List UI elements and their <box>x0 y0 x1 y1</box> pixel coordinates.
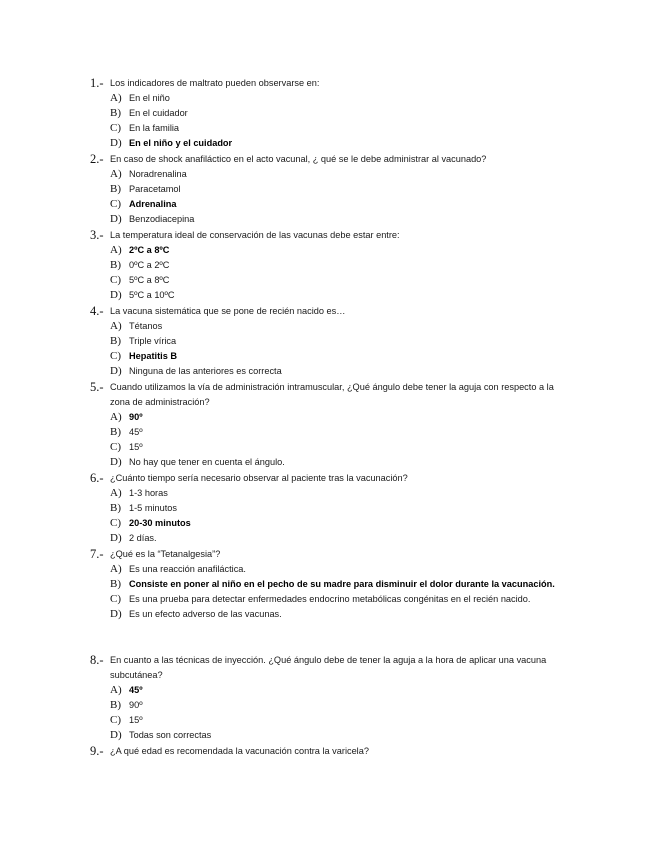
answer-option <box>110 288 570 303</box>
question-number: 3.- <box>90 228 104 242</box>
option-letter: A) <box>110 92 122 104</box>
correct-answer-text: Hepatitis B <box>129 351 177 361</box>
option-letter: D) <box>110 608 122 620</box>
option-text: Paracetamol <box>129 184 181 194</box>
option-letter: B) <box>110 107 121 119</box>
question-4 <box>90 304 570 379</box>
option-letter: A) <box>110 320 122 332</box>
question-number: 9.- <box>90 744 104 758</box>
question-header <box>90 380 570 410</box>
option-letter: C) <box>110 441 121 453</box>
option-letter: D) <box>110 456 122 468</box>
answer-option <box>110 334 570 349</box>
question-text: ¿Qué es la “Tetanalgesia”? <box>110 549 221 559</box>
option-text: 15º <box>129 715 143 725</box>
option-text: 1-3 horas <box>129 488 168 498</box>
option-letter: A) <box>110 244 122 256</box>
answer-option <box>110 258 570 273</box>
option-text: En el cuidador <box>129 108 188 118</box>
option-letter: A) <box>110 411 122 423</box>
answer-option <box>110 577 570 592</box>
question-header <box>90 152 570 167</box>
option-letter: A) <box>110 684 122 696</box>
option-letter: B) <box>110 183 121 195</box>
question-header <box>90 471 570 486</box>
question-number: 2.- <box>90 152 104 166</box>
option-text: Ninguna de las anteriores es correcta <box>129 366 282 376</box>
answer-option <box>110 425 570 440</box>
answer-option <box>110 121 570 136</box>
option-text: 1-5 minutos <box>129 503 178 513</box>
option-text: Tétanos <box>129 321 163 331</box>
option-letter: D) <box>110 213 122 225</box>
answer-option <box>110 607 570 622</box>
correct-answer-text: Adrenalina <box>129 199 177 209</box>
question-number: 1.- <box>90 76 104 90</box>
option-text: No hay que tener en cuenta el ángulo. <box>129 457 285 467</box>
option-letter: C) <box>110 714 121 726</box>
correct-answer-text: 90º <box>129 412 143 422</box>
question-text: La temperatura ideal de conservación de las vacunas debe estar entre: <box>110 230 400 240</box>
answer-option <box>110 562 570 577</box>
answer-option <box>110 182 570 197</box>
option-letter: C) <box>110 274 121 286</box>
answer-option <box>110 319 570 334</box>
option-text: Triple vírica <box>129 336 177 346</box>
option-text: En la familia <box>129 123 180 133</box>
answer-option <box>110 440 570 455</box>
option-letter: B) <box>110 335 121 347</box>
option-text: 90º <box>129 700 143 710</box>
answer-option <box>110 683 570 698</box>
option-text: 45º <box>129 427 143 437</box>
answer-option <box>110 243 570 258</box>
question-9 <box>90 744 570 759</box>
question-text: ¿A qué edad es recomendada la vacunación contra la varicela? <box>110 746 369 756</box>
question-text: Cuando utilizamos la vía de administración intramuscular, ¿Qué ángulo debe tener la aguja con respecto a la zona de administración? <box>110 382 554 407</box>
option-letter: B) <box>110 502 121 514</box>
option-letter: D) <box>110 532 122 544</box>
question-text: Los indicadores de maltrato pueden observarse en: <box>110 78 320 88</box>
option-letter: C) <box>110 122 121 134</box>
question-5 <box>90 380 570 470</box>
option-text: 5ºC a 10ºC <box>129 290 175 300</box>
option-letter: A) <box>110 487 122 499</box>
answer-option <box>110 486 570 501</box>
option-letter: C) <box>110 350 121 362</box>
answer-option <box>110 349 570 364</box>
answer-option <box>110 167 570 182</box>
question-header <box>90 76 570 91</box>
answer-option <box>110 728 570 743</box>
question-header <box>90 228 570 243</box>
option-text: Todas son correctas <box>129 730 212 740</box>
option-letter: A) <box>110 563 122 575</box>
answer-option <box>110 136 570 151</box>
option-text: Es un efecto adverso de las vacunas. <box>129 609 282 619</box>
correct-answer-text: 45º <box>129 685 143 695</box>
option-text: 0ºC a 2ºC <box>129 260 170 270</box>
answer-option <box>110 106 570 121</box>
correct-answer-text: 20-30 minutos <box>129 518 191 528</box>
option-text: 2 días. <box>129 533 157 543</box>
question-number: 8.- <box>90 653 104 667</box>
answer-option <box>110 531 570 546</box>
question-number: 6.- <box>90 471 104 485</box>
question-header <box>90 304 570 319</box>
correct-answer-text: En el niño y el cuidador <box>129 138 233 148</box>
answer-option <box>110 91 570 106</box>
option-letter: C) <box>110 593 121 605</box>
option-letter: C) <box>110 198 121 210</box>
option-letter: D) <box>110 137 122 149</box>
question-header <box>90 547 570 562</box>
question-8 <box>90 653 570 743</box>
option-text: En el niño <box>129 93 170 103</box>
option-letter: D) <box>110 729 122 741</box>
answer-option <box>110 592 570 607</box>
option-text: Benzodiacepina <box>129 214 195 224</box>
answer-option <box>110 698 570 713</box>
option-text: Es una reacción anafiláctica. <box>129 564 246 574</box>
answer-option <box>110 501 570 516</box>
option-text: 15º <box>129 442 143 452</box>
option-text: Es una prueba para detectar enfermedades endocrino metabólicas congénitas en el recién nacido. <box>129 594 531 604</box>
question-3 <box>90 228 570 303</box>
option-letter: C) <box>110 517 121 529</box>
question-number: 7.- <box>90 547 104 561</box>
question-7 <box>90 547 570 622</box>
option-letter: B) <box>110 259 121 271</box>
question-text: En caso de shock anafiláctico en el acto vacunal, ¿ qué se le debe administrar al vacunado? <box>110 154 487 164</box>
answer-option <box>110 273 570 288</box>
option-text: Noradrenalina <box>129 169 187 179</box>
correct-answer-text: 2ºC a 8ºC <box>129 245 170 255</box>
question-text: La vacuna sistemática que se pone de recién nacido es… <box>110 306 346 316</box>
question-text: ¿Cuánto tiempo sería necesario observar al paciente tras la vacunación? <box>110 473 408 483</box>
answer-option <box>110 410 570 425</box>
question-header <box>90 744 570 759</box>
question-text: En cuanto a las técnicas de inyección. ¿Qué ángulo debe de tener la aguja a la hora de aplicar una vacuna subcutánea? <box>110 655 547 680</box>
answer-option <box>110 516 570 531</box>
correct-answer-text: Consiste en poner al niño en el pecho de su madre para disminuir el dolor durante la vacunación. <box>129 579 555 589</box>
question-number: 4.- <box>90 304 104 318</box>
question-header <box>90 653 570 683</box>
question-6 <box>90 471 570 546</box>
option-letter: D) <box>110 289 122 301</box>
question-1 <box>90 76 570 151</box>
answer-option <box>110 455 570 470</box>
answer-option <box>110 713 570 728</box>
option-letter: D) <box>110 365 122 377</box>
question-number: 5.- <box>90 380 104 394</box>
option-letter: B) <box>110 578 121 590</box>
option-letter: B) <box>110 699 121 711</box>
option-letter: B) <box>110 426 121 438</box>
answer-option <box>110 364 570 379</box>
answer-option <box>110 197 570 212</box>
option-letter: A) <box>110 168 122 180</box>
question-2 <box>90 152 570 227</box>
answer-option <box>110 212 570 227</box>
option-text: 5ºC a 8ºC <box>129 275 170 285</box>
